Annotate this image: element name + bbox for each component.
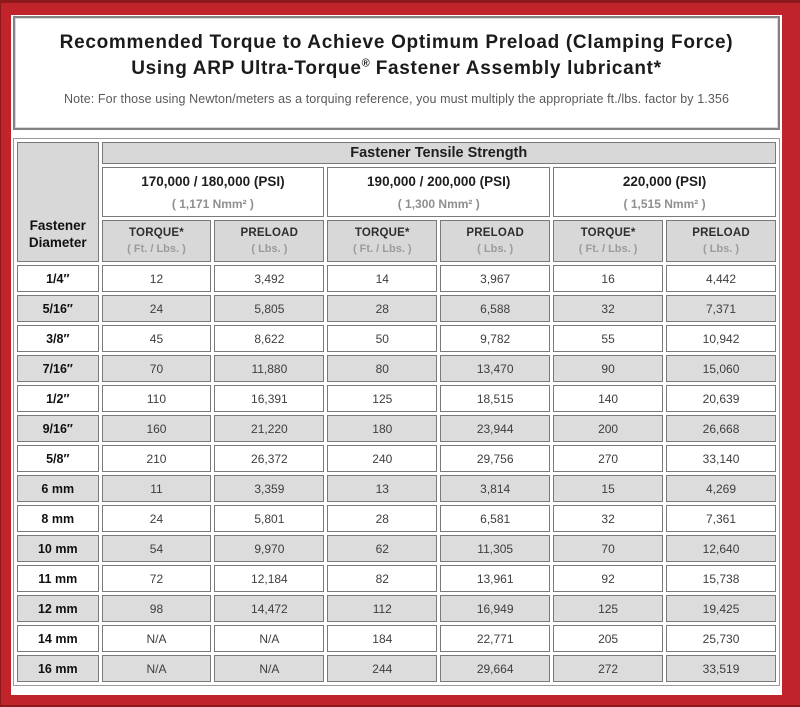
preload-unit: ( Lbs. ) (702, 243, 740, 255)
value-cell: 92 (553, 565, 663, 592)
value-cell: 55 (553, 325, 663, 352)
value-cell: 205 (553, 625, 663, 652)
content-area (11, 15, 782, 695)
value-cell: 160 (102, 415, 212, 442)
value-cell: 11,880 (214, 355, 324, 382)
value-cell: 16,391 (214, 385, 324, 412)
psi-group-190-200 (327, 167, 550, 217)
title-box (13, 16, 780, 130)
diameter-cell: 1/4″ (17, 265, 99, 292)
value-cell: 20,639 (666, 385, 776, 412)
psi-value: 170,000 / 180,000 (PSI) (141, 173, 285, 189)
value-cell: 16,949 (440, 595, 550, 622)
value-cell: 11,305 (440, 535, 550, 562)
table-row (17, 505, 776, 532)
value-cell: 26,372 (214, 445, 324, 472)
table-row (17, 625, 776, 652)
value-cell: 8,622 (214, 325, 324, 352)
value-cell: 70 (553, 535, 663, 562)
diameter-cell: 14 mm (17, 625, 99, 652)
diameter-cell: 10 mm (17, 535, 99, 562)
value-cell: 72 (102, 565, 212, 592)
tensile-strength-header: Fastener Tensile Strength (102, 142, 776, 164)
table-row (17, 415, 776, 442)
value-cell: 15 (553, 475, 663, 502)
value-cell: 244 (327, 655, 437, 682)
value-cell: 26,668 (666, 415, 776, 442)
value-cell: N/A (102, 625, 212, 652)
value-cell: 12,184 (214, 565, 324, 592)
torque-header (102, 220, 212, 262)
value-cell: 3,967 (440, 265, 550, 292)
value-cell: N/A (102, 655, 212, 682)
nmm-value: ( 1,171 Nmm² ) (171, 196, 254, 211)
value-cell: 29,664 (440, 655, 550, 682)
value-cell: 12 (102, 265, 212, 292)
value-cell: 13 (327, 475, 437, 502)
torque-header (553, 220, 663, 262)
value-cell: 272 (553, 655, 663, 682)
value-cell: 3,814 (440, 475, 550, 502)
value-cell: 45 (102, 325, 212, 352)
table-row (17, 385, 776, 412)
value-cell: N/A (214, 655, 324, 682)
table-row (17, 295, 776, 322)
table-row (17, 595, 776, 622)
table-row (17, 535, 776, 562)
value-cell: N/A (214, 625, 324, 652)
psi-value: 190,000 / 200,000 (PSI) (367, 173, 511, 189)
table-row (17, 565, 776, 592)
diameter-cell: 3/8″ (17, 325, 99, 352)
value-cell: 82 (327, 565, 437, 592)
value-cell: 240 (327, 445, 437, 472)
title-line-2: Using ARP Ultra-Torque (131, 58, 362, 80)
note-text: Note: For those using Newton/meters as a torquing reference, you must multiply the appropriate ft./lbs. factor by 1.356 (63, 92, 729, 107)
value-cell: 32 (553, 505, 663, 532)
value-cell: 10,942 (666, 325, 776, 352)
preload-label: PRELOAD (692, 227, 750, 239)
value-cell: 6,581 (440, 505, 550, 532)
value-cell: 4,269 (666, 475, 776, 502)
diameter-cell: 16 mm (17, 655, 99, 682)
registered-trademark-symbol: ® (361, 57, 370, 70)
diameter-cell: 6 mm (17, 475, 99, 502)
table-row (17, 475, 776, 502)
value-cell: 54 (102, 535, 212, 562)
nmm-value: ( 1,515 Nmm² ) (623, 196, 706, 211)
table-row (17, 325, 776, 352)
diameter-cell: 12 mm (17, 595, 99, 622)
title-line-2-end: Fastener Assembly lubricant* (369, 58, 662, 80)
value-cell: 5,801 (214, 505, 324, 532)
diameter-cell: 1/2″ (17, 385, 99, 412)
preload-label: PRELOAD (466, 227, 524, 239)
preload-header (214, 220, 324, 262)
value-cell: 125 (327, 385, 437, 412)
diameter-cell: 5/8″ (17, 445, 99, 472)
torque-unit: ( Ft. / Lbs. ) (578, 243, 638, 255)
value-cell: 3,359 (214, 475, 324, 502)
value-cell: 21,220 (214, 415, 324, 442)
value-cell: 140 (553, 385, 663, 412)
value-cell: 15,060 (666, 355, 776, 382)
diameter-cell: 9/16″ (17, 415, 99, 442)
value-cell: 98 (102, 595, 212, 622)
value-cell: 70 (102, 355, 212, 382)
diameter-cell: 8 mm (17, 505, 99, 532)
torque-table (13, 138, 780, 686)
value-cell: 50 (327, 325, 437, 352)
torque-preload-header-row (17, 220, 776, 262)
value-cell: 270 (553, 445, 663, 472)
table-row (17, 655, 776, 682)
value-cell: 28 (327, 295, 437, 322)
value-cell: 25,730 (666, 625, 776, 652)
psi-value: 220,000 (PSI) (622, 173, 707, 189)
value-cell: 23,944 (440, 415, 550, 442)
value-cell: 15,738 (666, 565, 776, 592)
value-cell: 33,519 (666, 655, 776, 682)
value-cell: 32 (553, 295, 663, 322)
value-cell: 16 (553, 265, 663, 292)
nmm-value: ( 1,300 Nmm² ) (397, 196, 480, 211)
value-cell: 7,361 (666, 505, 776, 532)
table-row (17, 355, 776, 382)
value-cell: 210 (102, 445, 212, 472)
value-cell: 110 (102, 385, 212, 412)
value-cell: 13,961 (440, 565, 550, 592)
value-cell: 28 (327, 505, 437, 532)
value-cell: 12,640 (666, 535, 776, 562)
value-cell: 9,970 (214, 535, 324, 562)
value-cell: 184 (327, 625, 437, 652)
value-cell: 3,492 (214, 265, 324, 292)
value-cell: 90 (553, 355, 663, 382)
table-row (17, 445, 776, 472)
value-cell: 29,756 (440, 445, 550, 472)
psi-group-220 (553, 167, 776, 217)
value-cell: 13,470 (440, 355, 550, 382)
value-cell: 22,771 (440, 625, 550, 652)
value-cell: 14 (327, 265, 437, 292)
value-cell: 14,472 (214, 595, 324, 622)
value-cell: 18,515 (440, 385, 550, 412)
diameter-cell: 11 mm (17, 565, 99, 592)
value-cell: 6,588 (440, 295, 550, 322)
preload-header (666, 220, 776, 262)
diameter-cell: 5/16″ (17, 295, 99, 322)
table-row (17, 265, 776, 292)
torque-label: TORQUE* (580, 227, 636, 239)
page-title (21, 30, 772, 82)
value-cell: 112 (327, 595, 437, 622)
value-cell: 7,371 (666, 295, 776, 322)
psi-group-row (17, 167, 776, 217)
preload-header (440, 220, 550, 262)
value-cell: 33,140 (666, 445, 776, 472)
torque-label: TORQUE* (129, 227, 184, 239)
value-cell: 5,805 (214, 295, 324, 322)
value-cell: 4,442 (666, 265, 776, 292)
preload-unit: ( Lbs. ) (251, 243, 288, 255)
tensile-strength-row (17, 142, 776, 164)
corner-header-line-2: Diameter (28, 235, 87, 251)
psi-group-170-180 (102, 167, 325, 217)
corner-header-fastener-diameter (17, 142, 99, 262)
value-cell: 24 (102, 295, 212, 322)
value-cell: 80 (327, 355, 437, 382)
title-line-1: Recommended Torque to Achieve Optimum Preload (Clamping Force) (59, 32, 734, 53)
value-cell: 11 (102, 475, 212, 502)
value-cell: 24 (102, 505, 212, 532)
value-cell: 200 (553, 415, 663, 442)
torque-unit: ( Ft. / Lbs. ) (127, 243, 186, 255)
diameter-cell: 7/16″ (17, 355, 99, 382)
corner-header-line-1: Fastener (29, 217, 86, 233)
value-cell: 62 (327, 535, 437, 562)
value-cell: 180 (327, 415, 437, 442)
torque-header (327, 220, 437, 262)
value-cell: 9,782 (440, 325, 550, 352)
torque-label: TORQUE* (354, 227, 410, 239)
preload-label: PRELOAD (240, 227, 299, 239)
value-cell: 125 (553, 595, 663, 622)
value-cell: 19,425 (666, 595, 776, 622)
preload-unit: ( Lbs. ) (477, 243, 514, 255)
torque-unit: ( Ft. / Lbs. ) (352, 243, 412, 255)
